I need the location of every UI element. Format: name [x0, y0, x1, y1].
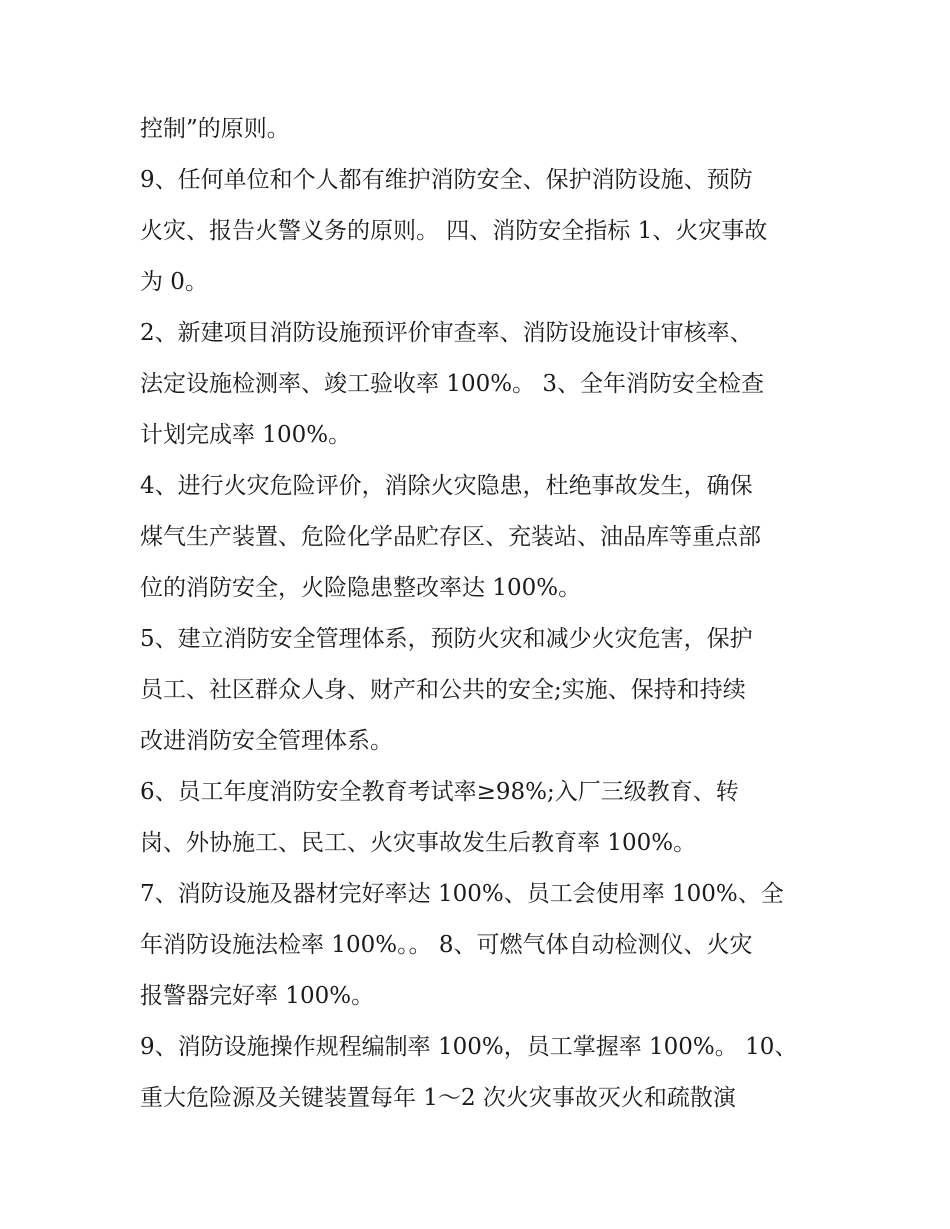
text-line: 5、建立消防安全管理体系，预防火灾和减少火灾危害，保护	[140, 626, 753, 652]
text-line: 2、新建项目消防设施预评价审查率、消防设施设计审核率、	[140, 320, 753, 346]
text-line: 4、进行火灾危险评价，消除火灾隐患，杜绝事故发生，确保	[140, 473, 753, 499]
text-line: 岗、外协施工、民工、火灾事故发生后教育率 100%。	[140, 830, 697, 856]
text-line: 9、消防设施操作规程编制率 100%，员工掌握率 100%。 10、	[140, 1034, 798, 1060]
document-body	[140, 104, 830, 1124]
text-line: 7、消防设施及器材完好率达 100%、员工会使用率 100%、全	[140, 881, 784, 907]
text-line: 火灾、报告火警义务的原则。 四、消防安全指标 1、火灾事故	[140, 218, 768, 244]
text-line: 法定设施检测率、竣工验收率 100%。 3、全年消防安全检查	[140, 371, 765, 397]
text-line: 控制”的原则。	[140, 116, 290, 142]
text-line: 计划完成率 100%。	[140, 422, 352, 448]
text-line: 9、任何单位和个人都有维护消防安全、保护消防设施、预防	[140, 167, 753, 193]
text-line: 改进消防安全管理体系。	[140, 728, 393, 754]
text-line: 煤气生产装置、危险化学品贮存区、充装站、油品库等重点部	[140, 524, 761, 550]
text-line: 为 0。	[140, 269, 208, 295]
text-line: 重大危险源及关键装置每年 1～2 次火灾事故灭火和疏散演	[140, 1085, 736, 1111]
text-line: 位的消防安全，火险隐患整改率达 100%。	[140, 575, 582, 601]
text-line: 6、员工年度消防安全教育考试率≥98%;入厂三级教育、转	[140, 779, 739, 805]
text-line: 员工、社区群众人身、财产和公共的安全;实施、保持和持续	[140, 677, 746, 703]
text-line: 报警器完好率 100%。	[140, 983, 375, 1009]
text-line: 年消防设施法检率 100%。。 8、可燃气体自动检测仪、火灾	[140, 932, 753, 958]
